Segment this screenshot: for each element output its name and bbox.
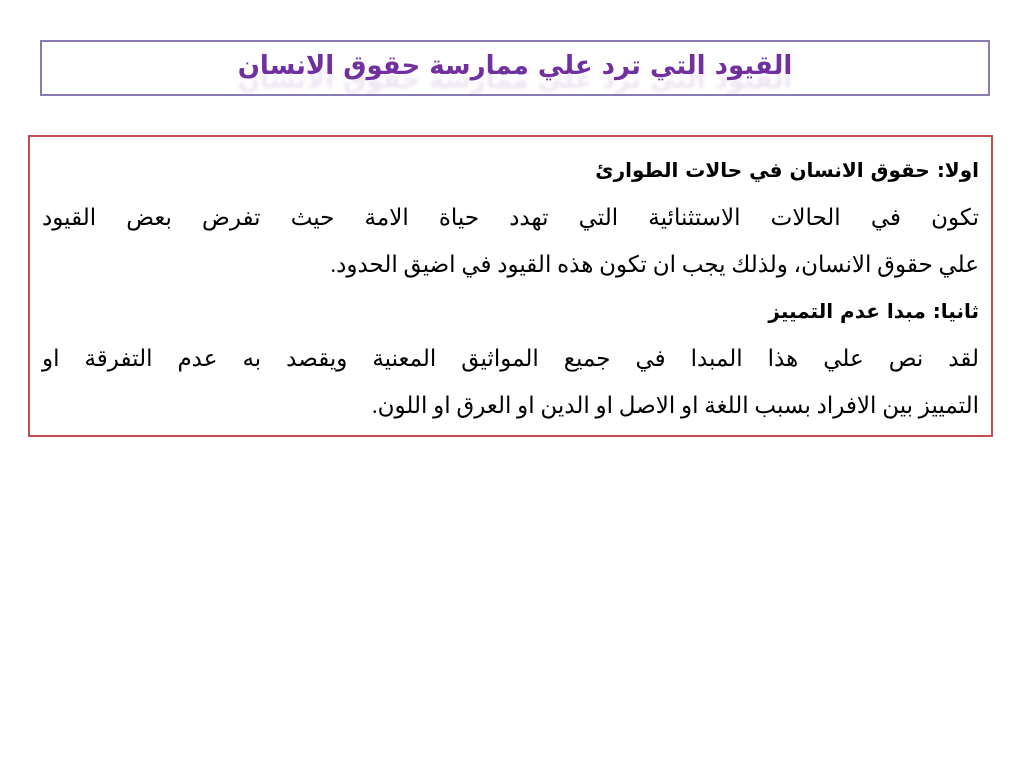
slide-content-box <box>28 135 993 437</box>
section-1-text-line-2: علي حقوق الانسان، ولذلك يجب ان تكون هذه القيود في اضيق الحدود. <box>330 252 979 277</box>
section-2-text-line-1: لقد نص علي هذا المبدا في جميع المواثيق المعنية ويقصد به عدم التفرقة او <box>42 346 979 371</box>
section-2-text-line-2: التمييز بين الافراد بسبب اللغة او الاصل او الدين او العرق او اللون. <box>371 393 979 418</box>
section-1-heading: اولا: حقوق الانسان في حالات الطوارئ <box>595 158 979 182</box>
slide-title-box <box>40 40 990 96</box>
section-1-text-line-1: تكون في الحالات الاستثنائية التي تهدد حياة الامة حيث تفرض بعض القيود <box>42 205 979 230</box>
section-2-heading: ثانيا: مبدا عدم التمييز <box>768 299 979 323</box>
slide-title: القيود التي ترد علي ممارسة حقوق الانسان <box>237 51 793 81</box>
